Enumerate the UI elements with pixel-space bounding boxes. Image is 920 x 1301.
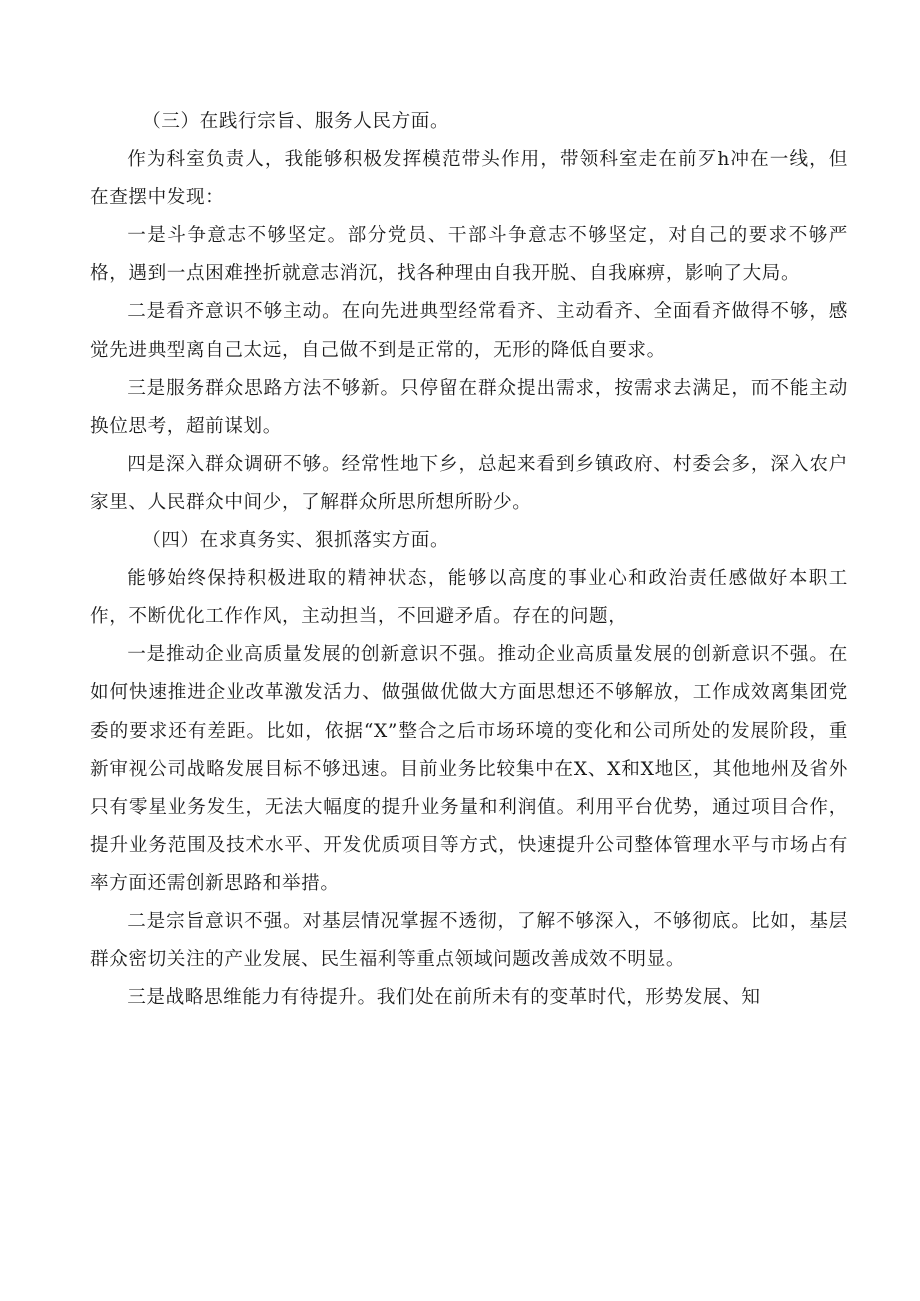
paragraph-role-intro: 作为科室负责人，我能够积极发挥模范带头作用，带领科室走在前歹h冲在一线，但在查摆中发现： xyxy=(90,149,848,209)
paragraph-work-attitude: 能够始终保持积极进取的精神状态，能够以高度的事业心和政治责任感做好本职工作，不断优化工作作风，主动担当，不回避矛盾。存在的问题， xyxy=(90,568,848,628)
paragraph-issue-strategy: 三是战略思维能力有待提升。我们处在前所未有的变革时代，形势发展、知 xyxy=(127,987,761,1009)
section-heading-4: （四）在求真务实、狠抓落实方面。 xyxy=(142,530,450,552)
paragraph-issue-alignment: 二是看齐意识不够主动。在向先进典型经常看齐、主动看齐、全面看齐做得不够，感觉先进典型离自己太远，自己做不到是正常的，无形的降低自要求。 xyxy=(90,301,848,361)
paragraph-issue-innovation: 一是推动企业高质量发展的创新意识不强。推动企业高质量发展的创新意识不强。在如何快速推进企业改革激发活力、做强做优做大方面思想还不够解放，工作成效离集团党委的要求还有差距。比如，依据“X”整合之后市场环境的变化和公司所处的发展阶段，重新审视公司战略发展目标不够迅速。目前业务比较集中在X、X和X地区，其他地州及省外只有零星业务发生，无法大幅度的提升业务量和利润值。利用平台优势，通过项目合作，提升业务范围及技术水平、开发优质项目等方式，快速提升公司整体管理水平与市场占有率方面还需创新思路和举措。 xyxy=(90,644,848,894)
paragraph-issue-struggle: 一是斗争意志不够坚定。部分党员、干部斗争意志不够坚定，对自己的要求不够严格，遇到一点困难挫折就意志消沉，找各种理由自我开脱、自我麻痹，影响了大局。 xyxy=(90,225,848,285)
section-heading-3: （三）在践行宗旨、服务人民方面。 xyxy=(142,111,450,132)
paragraph-issue-service: 三是服务群众思路方法不够新。只停留在群众提出需求，按需求去满足，而不能主动换位思考，超前谋划。 xyxy=(90,377,848,437)
paragraph-issue-research: 四是深入群众调研不够。经常性地下乡，总起来看到乡镇政府、村委会多，深入农户家里、人民群众中间少，了解群众所思所想所盼少。 xyxy=(90,453,848,513)
paragraph-issue-purpose: 二是宗旨意识不强。对基层情况掌握不透彻，了解不够深入，不够彻底。比如，基层群众密切关注的产业发展、民生福利等重点领域问题改善成效不明显。 xyxy=(90,910,848,971)
